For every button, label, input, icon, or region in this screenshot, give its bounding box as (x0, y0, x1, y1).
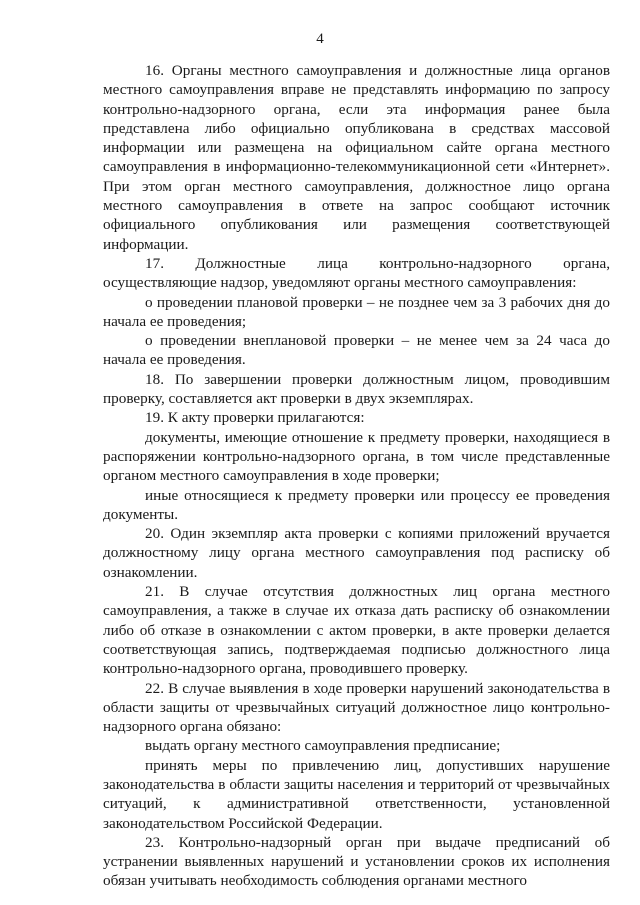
paragraph-19-item-documents: документы, имеющие отношение к предмету проверки, находящиеся в распоряжении контрольно-надзорного органа, в том числе представленные органом местного самоуправления в ходе проверки; (103, 428, 610, 485)
paragraph-18: 18. По завершении проверки должностным лицом, проводившим проверку, составляется акт проверки в двух экземплярах. (103, 370, 610, 408)
paragraph-22: 22. В случае выявления в ходе проверки нарушений законодательства в области защиты от чрезвычайных ситуаций должностное лицо контрольно-надзорного органа обязано: (103, 679, 610, 736)
paragraph-16: 16. Органы местного самоуправления и должностные лица органов местного самоуправления вправе не представлять информацию по запросу контрольно-надзорного органа, если эта информация ранее была представлена либо официально опубликована в средствах массовой информации или размещена на официальном сайте органа местного самоуправления в информационно-телекоммуникационной сети «Интернет». При этом орган местного самоуправления, должностное лицо органа местного самоуправления в ответе на запрос сообщают источник официального опубликования или размещения соответствующей информации. (103, 62, 610, 253)
paragraph-23: 23. Контрольно-надзорный орган при выдаче предписаний об устранении выявленных нарушений и установлении сроков их исполнения обязан учитывать необходимость соблюдения органами местного (103, 833, 610, 890)
paragraph-20: 20. Один экземпляр акта проверки с копиями приложений вручается должностному лицу органа местного самоуправления под расписку об ознакомлении. (103, 525, 610, 581)
paragraph-22-item-order: выдать органу местного самоуправления предписание; (145, 737, 501, 755)
paragraph-17-item-unplanned: о проведении внеплановой проверки – не менее чем за 24 часа до начала ее проведения. (103, 332, 610, 369)
paragraph-21: 21. В случае отсутствия должностных лиц органа местного самоуправления, а также в случае их отказа дать расписку об ознакомлении либо об отказе в ознакомлении с актом проверки, в акте проверки делается соответствующая запись, подтверждаемая подписью должностного лица контрольно-надзорного органа, проводившего проверку. (103, 583, 610, 678)
page-number: 4 (316, 31, 324, 47)
document-body (103, 61, 610, 891)
paragraph-17-item-planned: о проведении плановой проверки – не позднее чем за 3 рабочих дня до начала ее проведения; (103, 293, 610, 330)
paragraph-19-item-other: иные относящиеся к предмету проверки или процессу ее проведения документы. (103, 486, 610, 523)
paragraph-19: 19. К акту проверки прилагаются: (145, 409, 365, 427)
paragraph-17: 17. Должностные лица контрольно-надзорного органа, осуществляющие надзор, уведомляют органы местного самоуправления: (103, 254, 610, 292)
paragraph-22-item-measures: принять меры по привлечению лиц, допустивших нарушение законодательства в области защиты населения и территорий от чрезвычайных ситуаций, к административной ответственности, установленной законодательством Российской Федерации. (103, 756, 610, 832)
